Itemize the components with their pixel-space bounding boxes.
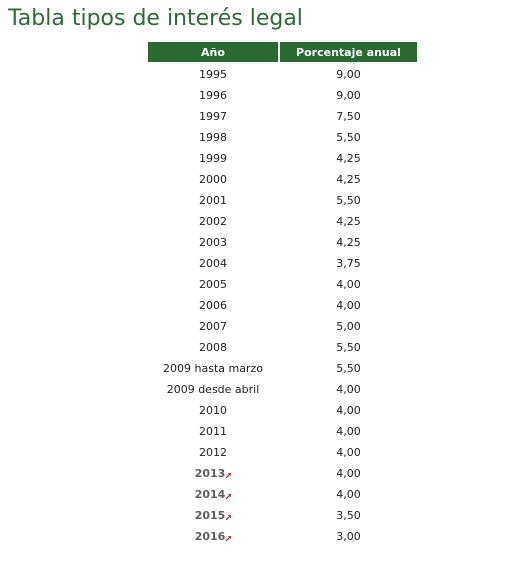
year-cell xyxy=(148,148,278,169)
year-cell xyxy=(148,190,278,211)
year-cell xyxy=(148,379,278,400)
table-row xyxy=(148,274,417,295)
table-row xyxy=(148,253,417,274)
year-cell xyxy=(148,274,278,295)
year-label: 2005 xyxy=(199,278,227,291)
year-label: 2009 desde abril xyxy=(166,383,260,396)
year-label: 2006 xyxy=(199,299,227,312)
rate-cell: 5,50 xyxy=(336,341,361,354)
external-link-icon[interactable] xyxy=(226,473,231,478)
year-link[interactable]: 2015 xyxy=(194,509,226,522)
year-cell[interactable] xyxy=(148,463,278,484)
table-row xyxy=(148,505,417,526)
rate-cell: 5,50 xyxy=(336,194,361,207)
page-title: Tabla tipos de interés legal xyxy=(8,6,303,31)
table-row xyxy=(148,526,417,547)
year-label: 2009 hasta marzo xyxy=(163,362,263,375)
year-cell[interactable] xyxy=(148,526,278,547)
rate-cell: 9,00 xyxy=(336,89,361,102)
year-link[interactable]: 2016 xyxy=(194,530,226,543)
table-row xyxy=(148,400,417,421)
year-label: 1995 xyxy=(199,68,227,81)
year-label: 2008 xyxy=(199,341,227,354)
column-header-year: Año xyxy=(148,42,278,62)
table-row xyxy=(148,484,417,505)
year-cell xyxy=(148,232,278,253)
rate-cell: 4,00 xyxy=(336,299,361,312)
rate-cell: 5,00 xyxy=(336,320,361,333)
external-link-icon[interactable] xyxy=(226,494,231,499)
table-row xyxy=(148,316,417,337)
external-link-icon[interactable] xyxy=(226,515,231,520)
year-cell xyxy=(148,316,278,337)
table-row xyxy=(148,421,417,442)
rate-cell: 3,00 xyxy=(336,530,361,543)
year-cell xyxy=(148,85,278,106)
table-row xyxy=(148,379,417,400)
year-label: 2002 xyxy=(199,215,227,228)
rate-cell: 4,25 xyxy=(336,236,361,249)
table-row xyxy=(148,169,417,190)
table-row xyxy=(148,232,417,253)
rate-cell: 4,00 xyxy=(336,404,361,417)
year-label: 2003 xyxy=(199,236,227,249)
table-row xyxy=(148,148,417,169)
year-label: 1999 xyxy=(199,152,227,165)
table-row xyxy=(148,442,417,463)
table-row xyxy=(148,211,417,232)
table-row xyxy=(148,106,417,127)
year-label: 1997 xyxy=(199,110,227,123)
rate-cell: 7,50 xyxy=(336,110,361,123)
year-cell xyxy=(148,253,278,274)
year-label: 2011 xyxy=(199,425,227,438)
rate-cell: 5,50 xyxy=(336,131,361,144)
year-cell xyxy=(148,295,278,316)
table-row xyxy=(148,127,417,148)
year-label: 1998 xyxy=(199,131,227,144)
year-label: 1996 xyxy=(199,89,227,102)
table-row xyxy=(148,85,417,106)
year-cell xyxy=(148,106,278,127)
year-cell[interactable] xyxy=(148,505,278,526)
rate-cell: 4,25 xyxy=(336,215,361,228)
year-cell[interactable] xyxy=(148,484,278,505)
table-row xyxy=(148,463,417,484)
year-label: 2007 xyxy=(199,320,227,333)
year-cell xyxy=(148,211,278,232)
year-label: 2010 xyxy=(199,404,227,417)
column-header-rate: Porcentaje anual xyxy=(280,42,417,62)
table-row xyxy=(148,190,417,211)
year-label: 2001 xyxy=(199,194,227,207)
table-header-row xyxy=(148,42,417,62)
table-row xyxy=(148,337,417,358)
year-cell xyxy=(148,169,278,190)
rate-cell: 4,00 xyxy=(336,425,361,438)
rate-cell: 4,00 xyxy=(336,278,361,291)
year-cell xyxy=(148,358,278,379)
rate-cell: 9,00 xyxy=(336,68,361,81)
table-body xyxy=(148,62,417,547)
table-row xyxy=(148,358,417,379)
rate-cell: 4,00 xyxy=(336,446,361,459)
table-row xyxy=(148,62,417,85)
year-link[interactable]: 2014 xyxy=(194,488,226,501)
table-row xyxy=(148,295,417,316)
year-cell xyxy=(148,400,278,421)
year-label: 2004 xyxy=(199,257,227,270)
year-cell xyxy=(148,337,278,358)
rate-cell: 4,00 xyxy=(336,383,361,396)
year-label: 2012 xyxy=(199,446,227,459)
rate-cell: 4,00 xyxy=(336,488,361,501)
interest-rate-table xyxy=(146,42,419,547)
rate-cell: 4,25 xyxy=(336,152,361,165)
rate-cell: 5,50 xyxy=(336,362,361,375)
year-cell xyxy=(148,442,278,463)
year-cell xyxy=(148,127,278,148)
year-cell xyxy=(148,62,278,85)
rate-cell: 4,25 xyxy=(336,173,361,186)
year-cell xyxy=(148,421,278,442)
rate-cell: 3,75 xyxy=(336,257,361,270)
rate-cell: 4,00 xyxy=(336,467,361,480)
rate-cell: 3,50 xyxy=(336,509,361,522)
external-link-icon[interactable] xyxy=(226,536,231,541)
year-link[interactable]: 2013 xyxy=(194,467,226,480)
year-label: 2000 xyxy=(199,173,227,186)
